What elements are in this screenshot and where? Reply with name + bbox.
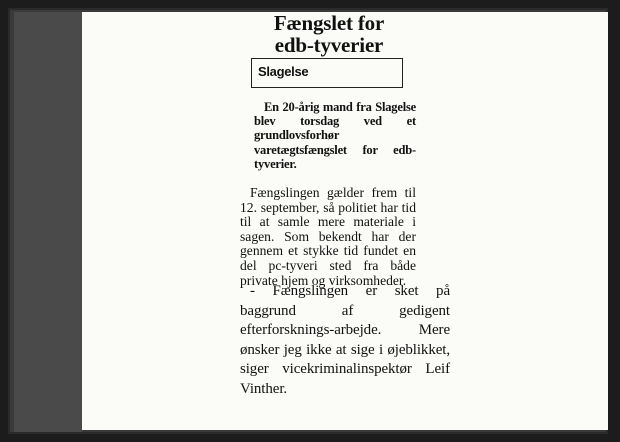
paragraph-3: - Fængslingen er sket på baggrund af gedigent efterforsknings-arbejde. Mere ønsker jeg ikke at sige i øjeblikket, siger vicekriminalinspektør Leif Vinther.: [240, 283, 450, 397]
dateline-box: [251, 58, 403, 88]
article-quote: [240, 282, 450, 399]
headline-line-1: Fængslet for: [273, 11, 385, 35]
article-middle: [240, 186, 416, 288]
scan-margin: [14, 12, 82, 432]
newspaper-clipping: [236, 12, 456, 426]
headline-line-2: edb-tyverier: [274, 33, 384, 57]
article-lead: [254, 100, 416, 171]
lead-paragraph: En 20-årig mand fra Slagelse blev torsdag ved et grundlovsforhør varetægtsfængslet for edb-tyverier.: [254, 100, 416, 171]
dateline: Slagelse: [258, 64, 309, 79]
headline: [236, 12, 422, 56]
paragraph-2: Fængslingen gælder frem til 12. september, så politiet har tid til at samle mere materiale i sagen. Som bekendt har der gennem et stykke tid fundet en del pc-tyveri sted fra både private hjem og virksomheder.: [240, 185, 416, 288]
